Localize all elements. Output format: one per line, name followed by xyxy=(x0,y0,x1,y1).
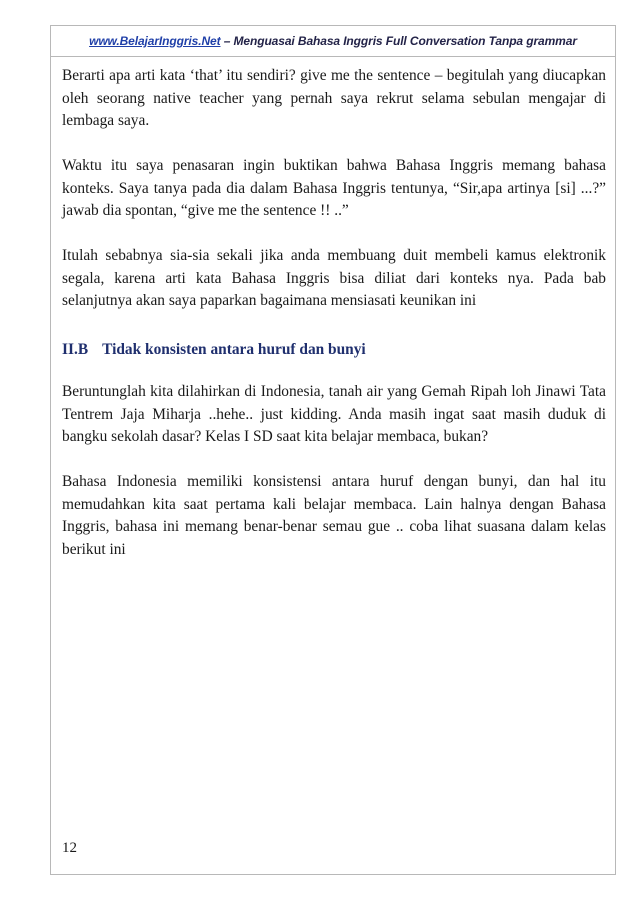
section-number: II.B xyxy=(62,340,89,358)
paragraph: Itulah sebabnya sia-sia sekali jika anda membuang duit membeli kamus elektronik segala, karena arti kata Bahasa Inggris bisa diliat dari konteks nya. Pada bab selanjutnya akan saya paparkan bagaimana mensiasati keunikan ini xyxy=(62,247,606,309)
paragraph: Berarti apa arti kata ‘that’ itu sendiri? give me the sentence – begitulah yang diucapkan oleh seorang native teacher yang pernah saya rekrut selama sebulan mengajar di lembaga saya. xyxy=(62,67,606,129)
paragraph: Bahasa Indonesia memiliki konsistensi antara huruf dengan bunyi, dan hal itu memudahkan kita saat pertama kali belajar membaca. Lain halnya dengan Bahasa Inggris, bahasa ini memang benar-benar semau gue .. coba lihat suasana dalam kelas berikut ini xyxy=(62,473,606,558)
paragraph: Beruntunglah kita dilahirkan di Indonesia, tanah air yang Gemah Ripah loh Jinawi Tata Tentrem Jaja Miharja ..hehe.. just kidding. Anda masih ingat saat masih duduk di bangku sekolah dasar? Kelas I SD saat kita belajar membaca, bukan? xyxy=(62,383,607,445)
header-title: – Menguasai Bahasa Inggris Full Conversation Tanpa grammar xyxy=(220,34,577,48)
page-header xyxy=(50,34,616,48)
header-divider xyxy=(50,56,616,57)
page-number: 12 xyxy=(62,840,77,856)
section-title: Tidak konsisten antara huruf dan bunyi xyxy=(102,340,366,358)
site-link[interactable]: www.BelajarInggris.Net xyxy=(89,34,221,48)
page-content xyxy=(62,65,606,584)
section-heading xyxy=(62,339,606,362)
paragraph: Waktu itu saya penasaran ingin buktikan bahwa Bahasa Inggris memang bahasa konteks. Saya tanya pada dia dalam Bahasa Inggris tentunya, “Sir,apa artinya [si] ...?” jawab dia spontan, “give me the sentence !! ..” xyxy=(62,157,606,219)
